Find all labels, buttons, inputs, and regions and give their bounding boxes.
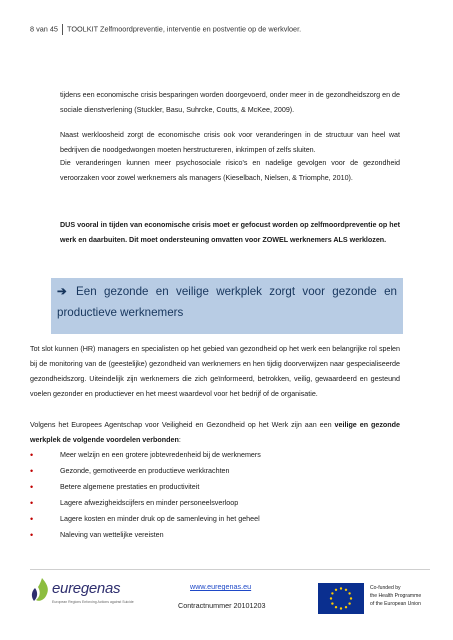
eu-funding-line: Co-funded by xyxy=(370,585,401,591)
section-heading-text: Een gezonde en veilige werkplek zorgt voor gezonde en productieve werknemers xyxy=(57,285,397,319)
list-item-text: Naleving van wettelijke vereisten xyxy=(60,531,164,539)
paragraph-crisis-savings: tijdens een economische crisis besparingen worden doorgevoerd, onder meer in de gezondheidszorg en de sociale dienstverlening (Stuckler, Basu, Suhrcke, Coutts, & McKee, 2009). xyxy=(60,91,400,114)
eu-funding-line: the Health Programme xyxy=(370,593,422,599)
benefits-list xyxy=(30,450,400,546)
paragraph-eu-agency xyxy=(30,418,400,448)
eu-funding-note xyxy=(370,584,421,608)
eu-flag-icon xyxy=(318,583,364,614)
euregenas-flame-icon xyxy=(30,576,54,606)
section-heading xyxy=(57,281,397,323)
list-item-text: Meer welzijn en een grotere jobtevredenheid bij de werknemers xyxy=(60,451,261,459)
bullet-icon: • xyxy=(30,514,34,524)
paragraph-restructuring: Naast werkloosheid zorgt de economische crisis ook voor veranderingen in de structuur van heel wat bedrijven die noodgedwongen moeten herstructureren, inkrimpen of zelfs sluiten. xyxy=(60,131,400,154)
eu-agency-bold: veilige en gezonde werkplek de volgende voordelen verbonden xyxy=(30,421,400,444)
eu-funding-line: of the European Union xyxy=(370,601,421,607)
bullet-icon: • xyxy=(30,466,34,476)
list-item xyxy=(30,498,400,514)
euregenas-wordmark: euregenas xyxy=(52,580,121,597)
paragraph-key-message: DUS vooral in tijden van economische crisis moet er gefocust worden op zelfmoordpreventie op het werk en daarbuiten. Dit moet ondersteuning omvatten voor ZOWEL werknemers ALS werklozen. xyxy=(60,221,400,244)
list-item xyxy=(30,482,400,498)
bullet-icon: • xyxy=(30,450,34,460)
footer-divider xyxy=(30,569,430,570)
list-item-text: Gezonde, gemotiveerde en productieve werkkrachten xyxy=(60,467,230,475)
list-item xyxy=(30,514,400,530)
contract-number: Contractnummer 20101203 xyxy=(178,601,266,610)
arrow-right-icon: ➔ xyxy=(57,285,67,298)
list-item-text: Lagere afwezigheidscijfers en minder personeelsverloop xyxy=(60,499,239,507)
list-item xyxy=(30,530,400,546)
header-divider xyxy=(62,24,63,35)
paragraph-hr-managers: Tot slot kunnen (HR) managers en specialisten op het gebied van gezondheid op het werk een belangrijke rol spelen bij de monitoring van de (geestelijke) gezondheid van werknemers en hen tijdig doorverwijzen naar gespecialiseerde gezondheidszorg. Uiteindelijk zijn werknemers die zich geïnformeerd, betrokken, veilig, gewaardeerd en gesteund voelen gezonder en productiever en het meest waardevol voor het bedrijf of de organisatie. xyxy=(30,345,400,398)
euregenas-tagline: European Regions Enforcing Actions against Suicide xyxy=(52,600,134,604)
list-item xyxy=(30,450,400,466)
bullet-icon: • xyxy=(30,498,34,508)
euregenas-logo xyxy=(30,576,134,616)
document-title: TOOLKIT Zelfmoordpreventie, interventie en postventie op de werkvloer. xyxy=(67,24,302,34)
list-item-text: Lagere kosten en minder druk op de samenleving in het geheel xyxy=(60,515,260,523)
section-heading-band xyxy=(51,278,403,334)
website-link[interactable]: www.euregenas.eu xyxy=(190,582,252,591)
bullet-icon: • xyxy=(30,482,34,492)
eu-agency-text: Volgens het Europees Agentschap voor Veiligheid en Gezondheid op het Werk zijn aan een xyxy=(30,421,335,429)
list-item-text: Betere algemene prestaties en productiviteit xyxy=(60,483,200,491)
page-number: 8 van 45 xyxy=(30,24,58,34)
running-header xyxy=(30,24,301,35)
eu-stars-icon xyxy=(318,583,364,614)
paragraph-psychosocial-risks: Die veranderingen kunnen meer psychosociale risico's en nadelige gevolgen voor de gezondheid veroorzaken voor zowel werknemers als managers (Kieselbach, Nielsen, & Triomphe, 2010). xyxy=(60,159,400,182)
bullet-icon: • xyxy=(30,530,34,540)
list-item xyxy=(30,466,400,482)
eu-agency-colon: : xyxy=(178,436,181,444)
